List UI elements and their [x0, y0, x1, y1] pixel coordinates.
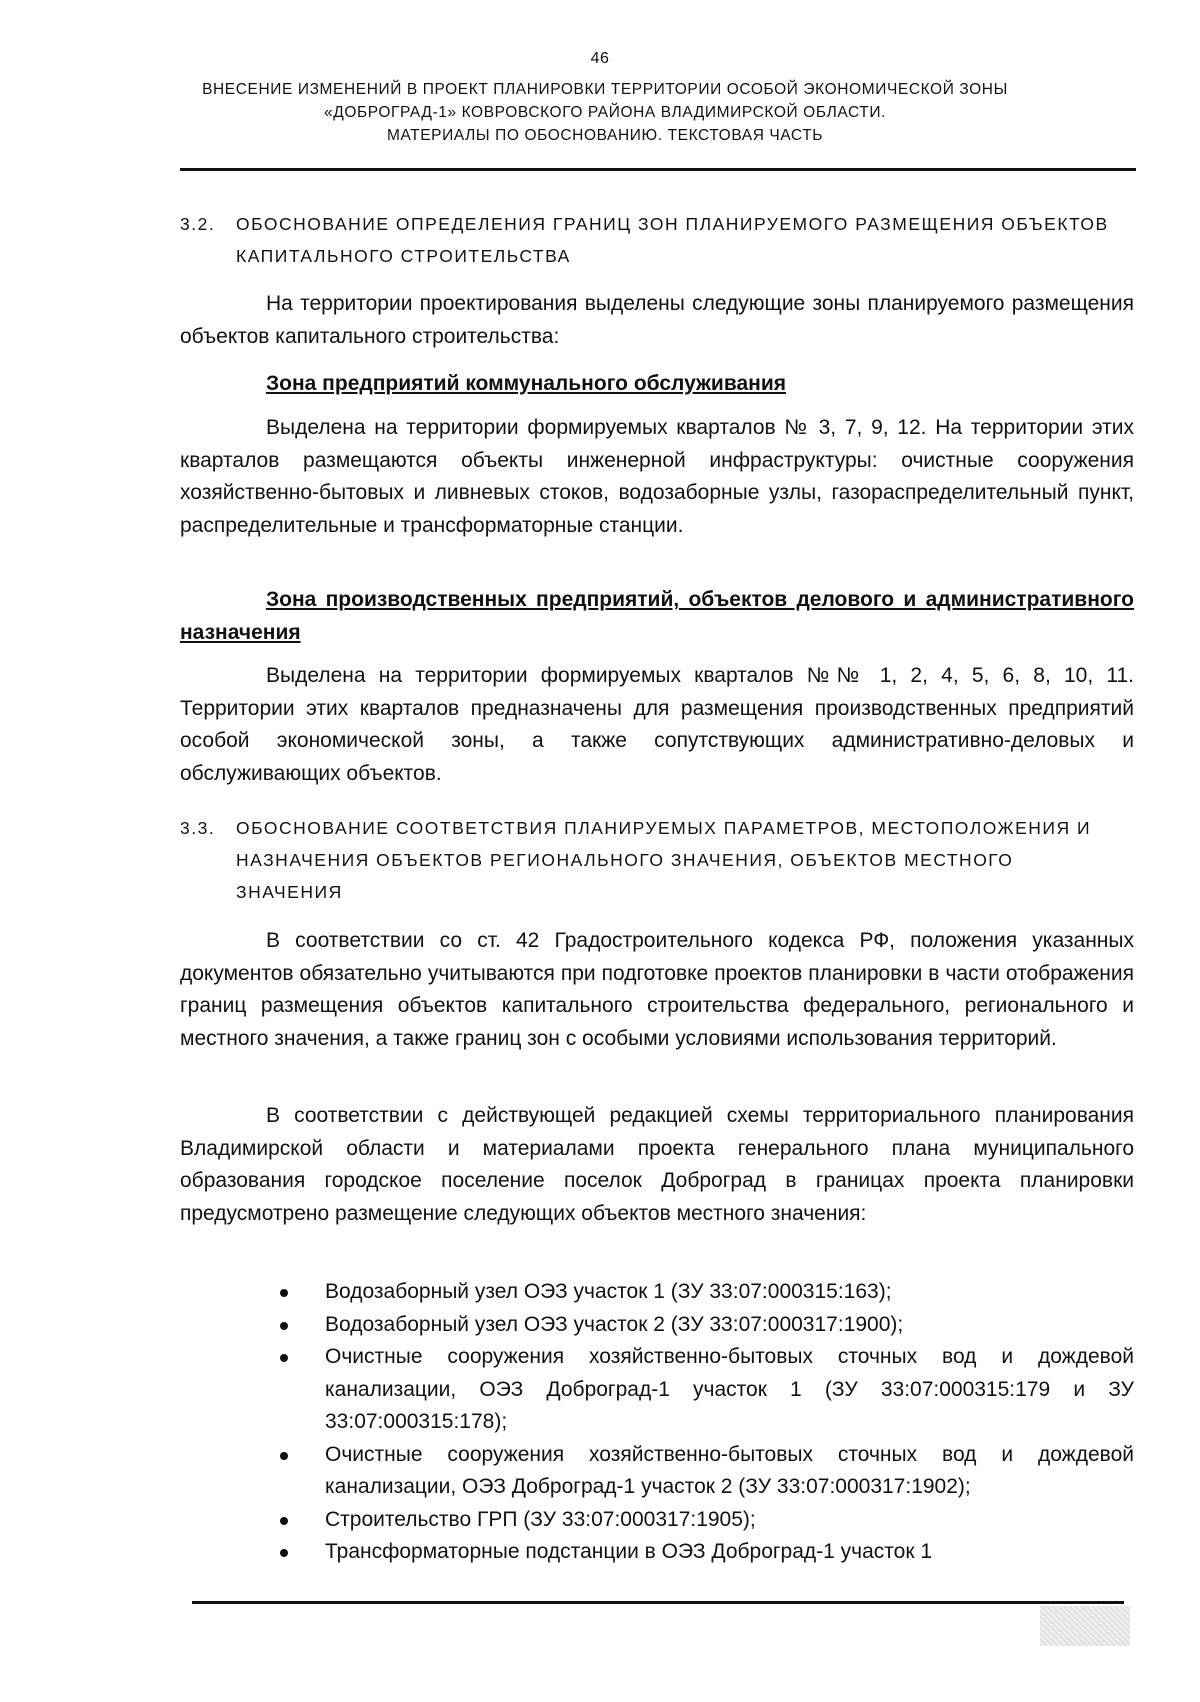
section-title: ОБОСНОВАНИЕ СООТВЕТСТВИЯ ПЛАНИРУЕМЫХ ПАРАМЕТРОВ, МЕСТОПОЛОЖЕНИЯ И НАЗНАЧЕНИЯ ОБЪЕКТОВ РЕГИОНАЛЬНОГО ЗНАЧЕНИЯ, ОБЪЕКТОВ МЕСТНОГО ЗНАЧЕНИЯ [236, 818, 1092, 902]
header-line-3: МАТЕРИАЛЫ ПО ОБОСНОВАНИЮ. ТЕКСТОВАЯ ЧАСТЬ [386, 127, 824, 144]
zone-1-description: Выделена на территории формируемых кварталов № 3, 7, 9, 12. На территории этих кварталов размещаются объекты инженерной инфраструктуры: очистные сооружения хозяйственно-бытовых и ливневых стоков, водозаборные узлы, газораспределительный пункт, распределительные и трансформаторные станции. [180, 416, 1134, 537]
list-item-text: Водозаборный узел ОЭЗ участок 1 (ЗУ 33:07:000315:163); [325, 1280, 892, 1303]
list-item [180, 1536, 1134, 1569]
list-item-text: Строительство ГРП (ЗУ 33:07:000317:1905); [325, 1507, 756, 1531]
zone-2-description: Выделена на территории формируемых кварталов №№ 1, 2, 4, 5, 6, 8, 10, 11. Территории этих кварталов предназначены для размещения производственных предприятий особой экономической зоны, а также сопутствующих административно-деловых и обслуживающих объектов. [180, 664, 1134, 785]
header-line-1: ВНЕСЕНИЕ ИЗМЕНЕНИЙ В ПРОЕКТ ПЛАНИРОВКИ ТЕРРИТОРИИ ОСОБОЙ ЭКОНОМИЧЕСКОЙ ЗОНЫ [202, 81, 1008, 98]
list-item-text: Очистные сооружения хозяйственно-бытовых сточных вод и дождевой канализации, ОЭЗ Доброград-1 участок 1 (ЗУ 33:07:000315:179 и ЗУ 33:07:000315:178); [325, 1345, 1134, 1433]
bullet-icon [280, 1517, 288, 1525]
zone-2-title: Зона производственных предприятий, объектов делового и административного назначения [180, 588, 1134, 644]
list-item-text: Очистные сооружения хозяйственно-бытовых сточных вод и дождевой канализации, ОЭЗ Доброград-1 участок 2 (ЗУ 33:07:000317:1902); [325, 1442, 1134, 1498]
section-number: 3.2. [180, 214, 216, 234]
scan-artifact [1040, 1606, 1130, 1646]
section-3-2-intro: На территории проектирования выделены следующие зоны планируемого размещения объектов капитального строительства: [180, 292, 1134, 348]
bullet-icon [280, 1289, 288, 1297]
list-item [180, 1341, 1134, 1439]
bullet-icon [280, 1549, 288, 1557]
section-number: 3.3. [180, 818, 216, 838]
page-number: 46 [590, 50, 610, 67]
header-line-2: «ДОБРОГРАД-1» КОВРОВСКОГО РАЙОНА ВЛАДИМИРСКОЙ ОБЛАСТИ. [324, 104, 886, 121]
section-3-2-heading [180, 208, 1120, 272]
section-title: ОБОСНОВАНИЕ ОПРЕДЕЛЕНИЯ ГРАНИЦ ЗОН ПЛАНИРУЕМОГО РАЗМЕЩЕНИЯ ОБЪЕКТОВ КАПИТАЛЬНОГО СТРОИТЕЛЬСТВА [236, 214, 1109, 266]
list-item [180, 1309, 1134, 1342]
list-item [180, 1439, 1134, 1504]
section-3-3-heading [180, 812, 1120, 908]
section-3-3-paragraph-2: В соответствии с действующей редакцией схемы территориального планирования Владимирской области и материалами проекта генерального плана муниципального образования городское поселение поселок Доброград в границах проекта планировки предусмотрено размещение следующих объектов местного значения: [180, 1104, 1134, 1225]
bullet-icon [280, 1452, 288, 1460]
bullet-icon [280, 1322, 288, 1330]
section-3-3-paragraph-1: В соответствии со ст. 42 Градостроительного кодекса РФ, положения указанных документов обязательно учитываются при подготовке проектов планировки в части отображения границ размещения объектов капитального строительства федерального, регионального и местного значения, а также границ зон с особыми условиями использования территорий. [180, 929, 1134, 1050]
list-item-text: Трансформаторные подстанции в ОЭЗ Доброград-1 участок 1 [325, 1540, 933, 1563]
document-header [150, 78, 1060, 147]
list-item-text: Водозаборный узел ОЭЗ участок 2 (ЗУ 33:07:000317:1900); [325, 1312, 904, 1336]
list-item [180, 1276, 1134, 1309]
zone-1-title: Зона предприятий коммунального обслуживания [266, 372, 786, 395]
local-objects-list [180, 1276, 1134, 1569]
footer-divider [192, 1601, 1124, 1604]
header-divider [180, 168, 1136, 171]
bullet-icon [280, 1354, 288, 1362]
list-item [180, 1504, 1134, 1537]
